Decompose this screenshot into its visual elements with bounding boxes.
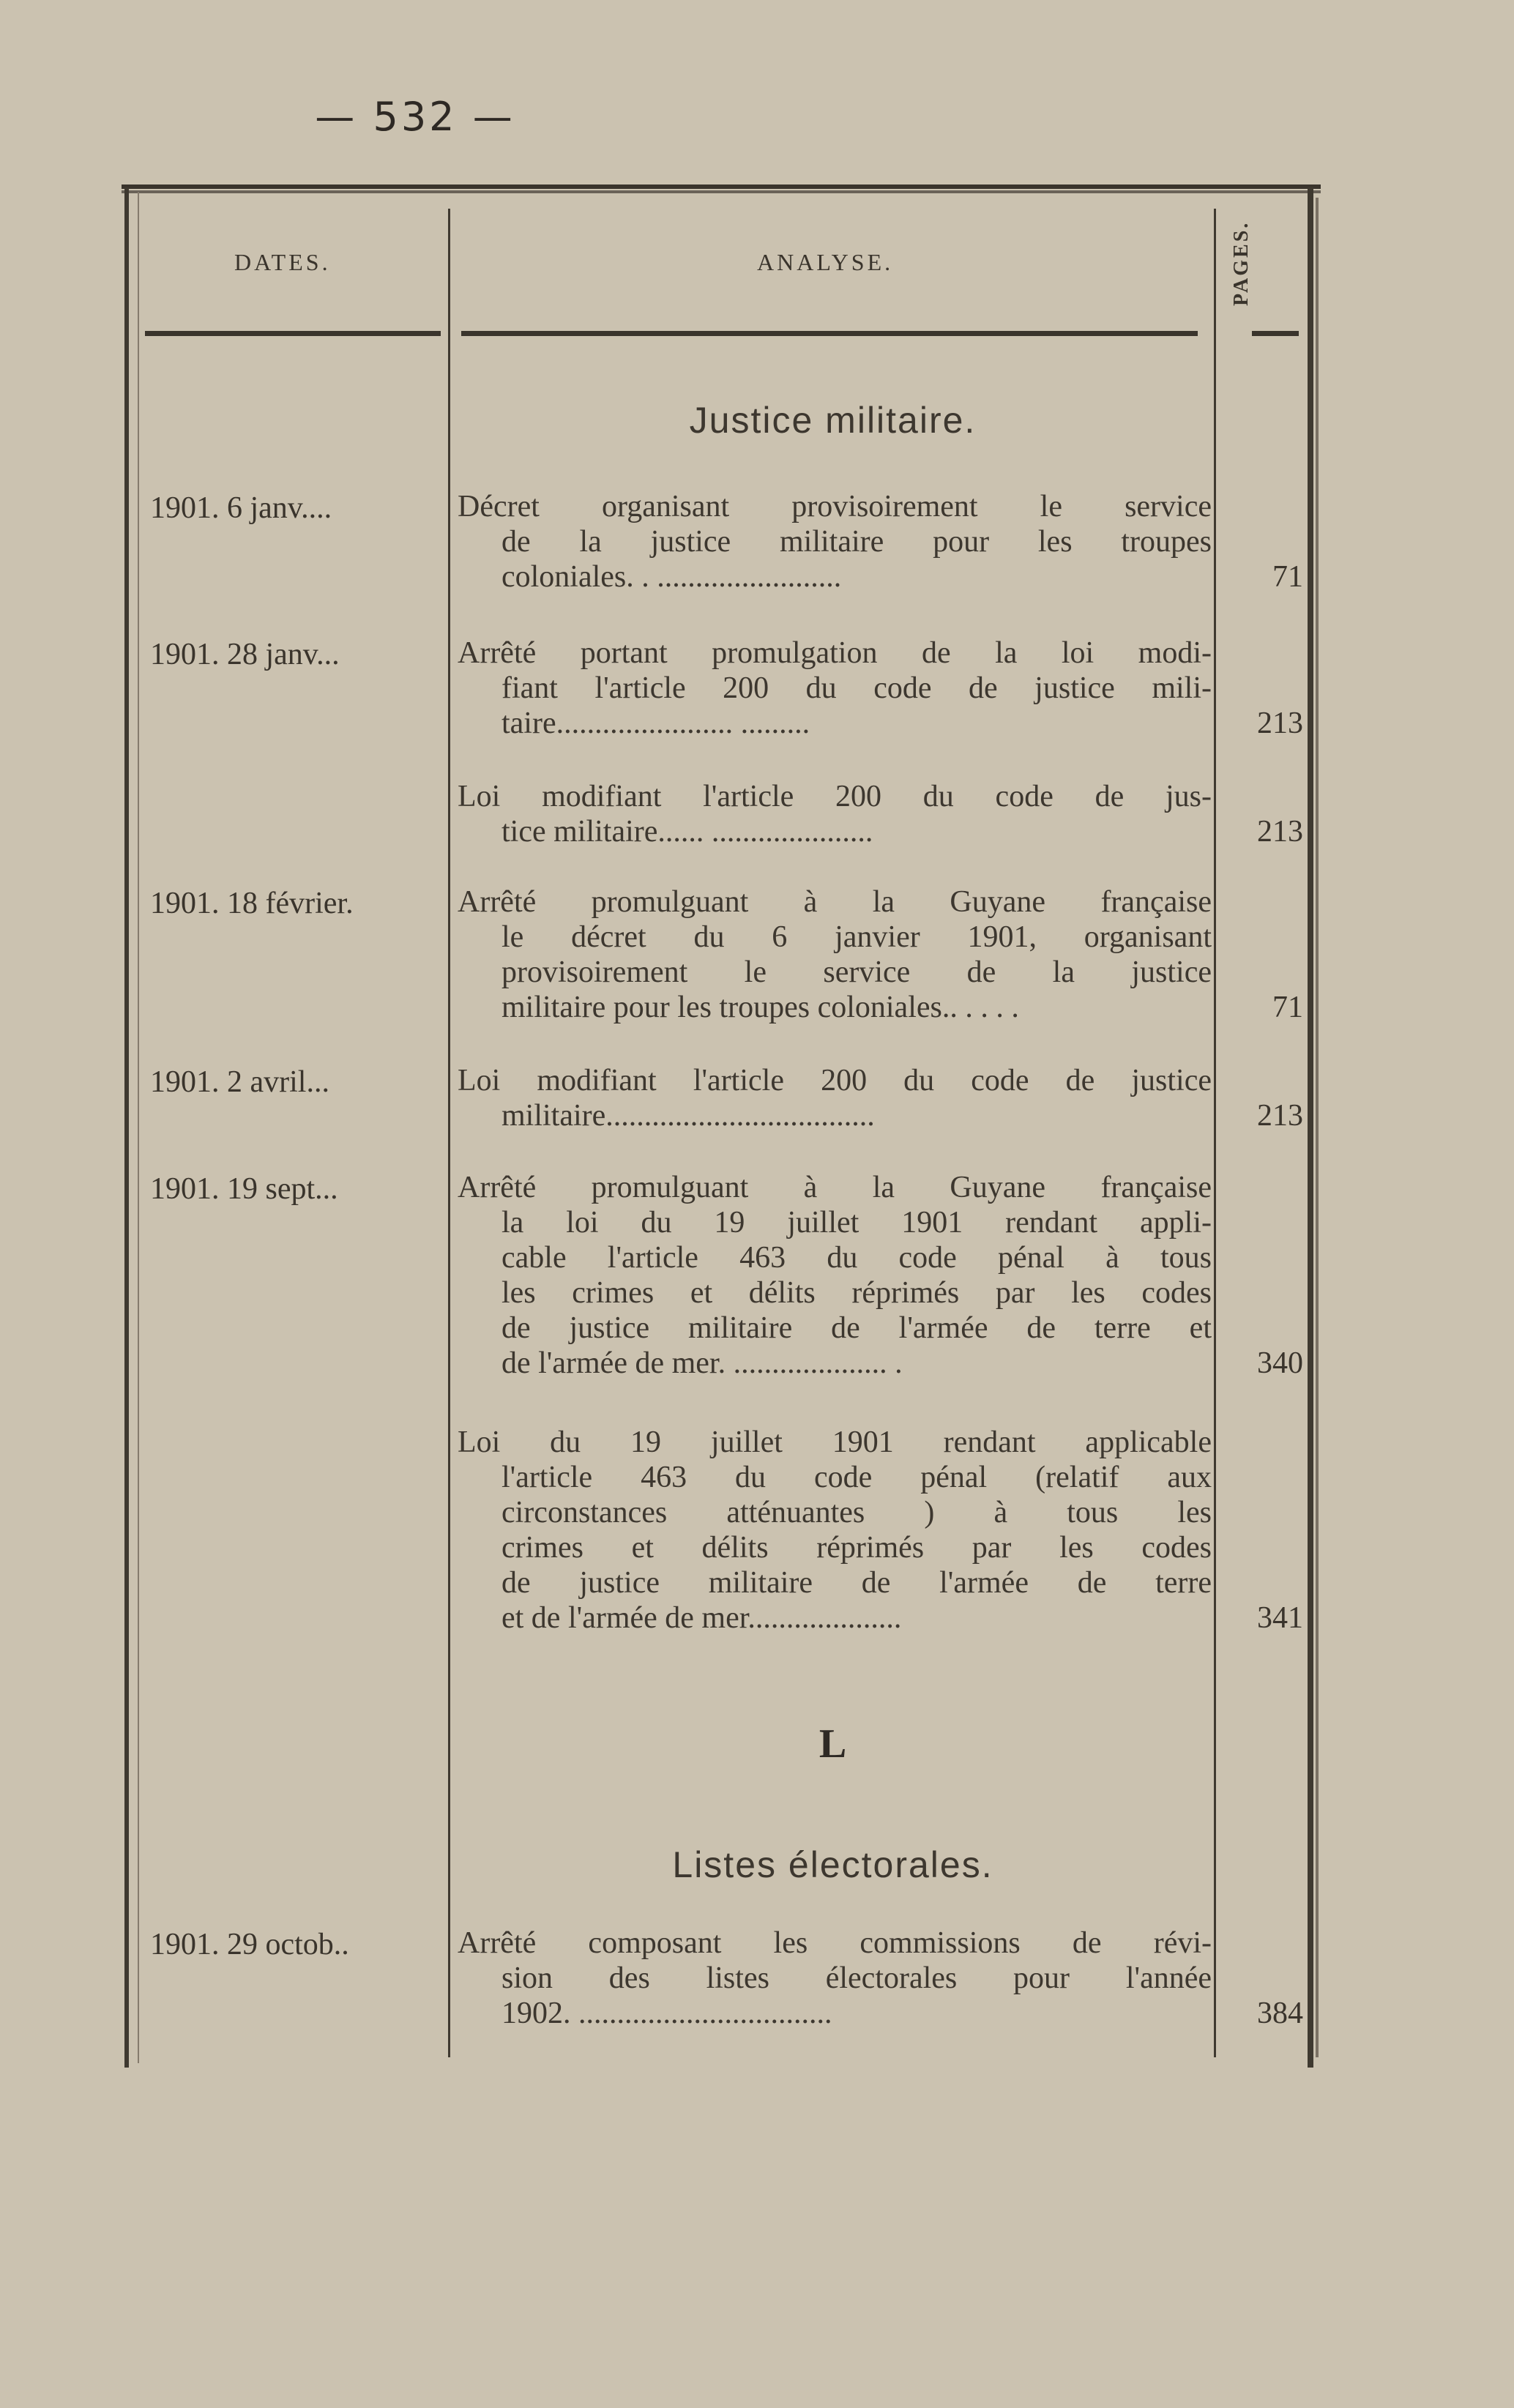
section-letter: L: [818, 1721, 847, 1767]
entry-date: 1901. 2 avril...: [150, 1065, 329, 1099]
right-border: [1308, 187, 1313, 2068]
entry-line: Arrêté composant les commissions de révi-: [458, 1926, 1212, 1960]
entry-analysis: [458, 489, 1212, 594]
entry-line: Loi du 19 juillet 1901 rendant applicable: [458, 1425, 1212, 1459]
entry-analysis: [458, 884, 1212, 1025]
entry-line: coloniales. . ........................: [501, 560, 842, 594]
entry-date: 1901. 19 sept...: [150, 1172, 338, 1206]
entry-line: de justice militaire de l'armée de terre et: [501, 1311, 1212, 1345]
entry-line: de justice militaire de l'armée de terre: [501, 1566, 1212, 1600]
entry-analysis: [458, 635, 1212, 741]
entry-line: provisoirement le service de la justice: [501, 955, 1212, 989]
entry-page: 213: [1257, 707, 1303, 740]
entry-line: 1902. .................................: [501, 1997, 832, 2030]
entry-line: militaire...................................: [501, 1099, 875, 1133]
left-border-inner: [138, 192, 139, 2063]
entry-analysis: [458, 1170, 1212, 1381]
entry-line: les crimes et délits réprimés par les codes: [501, 1276, 1212, 1310]
entry-line: militaire pour les troupes coloniales.. . . . .: [501, 991, 1019, 1024]
entry-line: fiant l'article 200 du code de justice mili-: [501, 671, 1212, 705]
column-divider-dates: [448, 209, 450, 2057]
left-border: [124, 187, 129, 2068]
entry-line: la loi du 19 juillet 1901 rendant appli-: [501, 1206, 1212, 1240]
entry-line: circonstances atténuantes ) à tous les: [501, 1496, 1212, 1529]
header-dates: DATES.: [234, 249, 331, 275]
entry-page: 71: [1272, 560, 1303, 594]
header-rule-dates: [145, 331, 441, 336]
header-analyse: ANALYSE.: [757, 249, 894, 275]
page-number: — 532 —: [315, 94, 515, 140]
entry-line: Décret organisant provisoirement le service: [458, 490, 1212, 523]
header-rule-analyse: [461, 331, 1198, 336]
entry-line: Loi modifiant l'article 200 du code de jus-: [458, 780, 1212, 813]
header-rule-pages: [1252, 331, 1299, 336]
right-border-outer: [1316, 198, 1319, 2057]
entry-line: de la justice militaire pour les troupes: [501, 525, 1212, 559]
entry-line: de l'armée de mer. .................... .: [501, 1346, 903, 1380]
entry-line: l'article 463 du code pénal (relatif aux: [501, 1461, 1212, 1494]
section-title: Justice militaire.: [689, 400, 977, 441]
entry-analysis: [458, 1425, 1212, 1636]
entry-analysis: [458, 1926, 1212, 2031]
entry-date: 1901. 29 octob..: [150, 1928, 349, 1961]
entry-line: taire....................... .........: [501, 707, 810, 740]
entry-page: 213: [1257, 815, 1303, 849]
entry-line: le décret du 6 janvier 1901, organisant: [501, 920, 1212, 954]
table-top-rule: [122, 184, 1321, 193]
entry-page: 213: [1257, 1099, 1303, 1133]
entry-line: et de l'armée de mer....................: [501, 1601, 902, 1635]
entry-line: crimes et délits réprimés par les codes: [501, 1531, 1212, 1565]
entry-line: Arrêté promulguant à la Guyane française: [458, 1171, 1212, 1204]
entry-line: Loi modifiant l'article 200 du code de justice: [458, 1064, 1212, 1097]
entry-page: 71: [1272, 991, 1303, 1024]
section-title: Listes électorales.: [672, 1844, 993, 1885]
entry-page: 341: [1257, 1601, 1303, 1635]
entry-line: cable l'article 463 du code pénal à tous: [501, 1241, 1212, 1275]
entry-analysis: [458, 779, 1212, 849]
entry-line: sion des listes électorales pour l'année: [501, 1961, 1212, 1995]
entry-analysis: [458, 1063, 1212, 1133]
entry-line: Arrêté portant promulgation de la loi modi-: [458, 636, 1212, 670]
entry-date: 1901. 28 janv...: [150, 638, 340, 671]
entry-line: Arrêté promulguant à la Guyane française: [458, 885, 1212, 919]
entry-date: 1901. 6 janv....: [150, 491, 332, 525]
header-pages: PAGES.: [1230, 220, 1253, 307]
entry-page: 340: [1257, 1346, 1303, 1380]
entry-page: 384: [1257, 1997, 1303, 2030]
entry-date: 1901. 18 février.: [150, 887, 354, 920]
entry-line: tice militaire...... .....................: [501, 815, 873, 849]
column-divider-pages: [1214, 209, 1216, 2057]
